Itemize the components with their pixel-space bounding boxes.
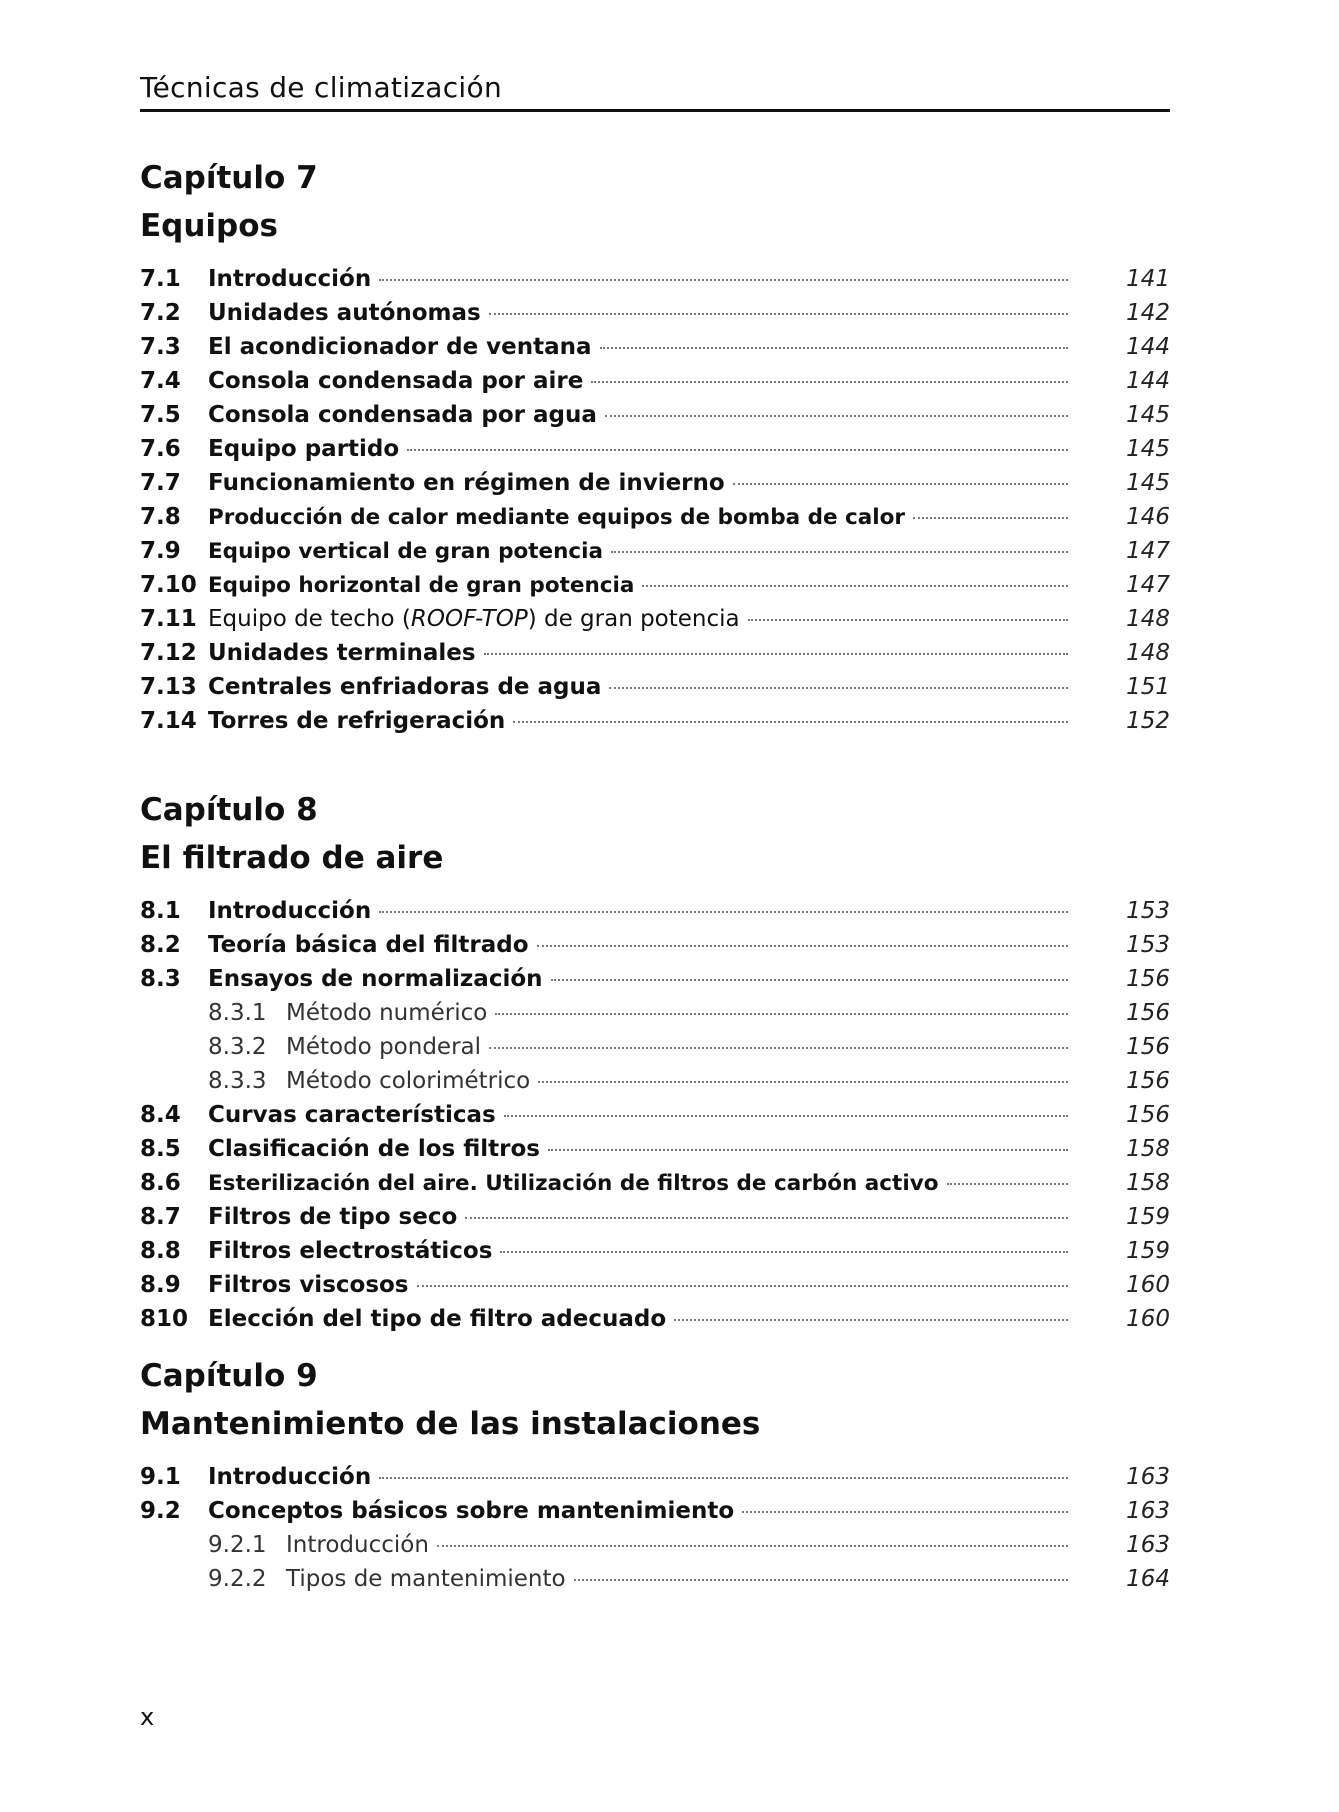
toc-entry-number: 9.2.2 <box>208 1566 267 1592</box>
toc-entry-title: Consola condensada por agua <box>208 402 597 428</box>
toc-entry-page: 144 <box>1126 368 1170 394</box>
toc-entry[interactable] <box>140 398 1170 432</box>
toc-entry-title: Elección del tipo de filtro adecuado <box>208 1306 667 1332</box>
dot-leader <box>674 1317 1068 1321</box>
toc-entry[interactable] <box>140 296 1170 330</box>
toc-entry-number: 8.3.3 <box>208 1068 267 1094</box>
toc-entry-number: 7.9 <box>140 538 181 564</box>
toc-entry[interactable] <box>140 534 1170 568</box>
toc-entry-page: 156 <box>1126 1102 1170 1128</box>
toc-entry-title: Equipo partido <box>208 436 400 462</box>
toc-entry-page: 146 <box>1126 504 1170 530</box>
dot-leader <box>484 651 1068 655</box>
toc-entry-title: Filtros viscosos <box>208 1272 409 1298</box>
toc-entry-page: 156 <box>1126 1034 1170 1060</box>
toc-entry-title: Unidades autónomas <box>208 300 481 326</box>
toc-entry[interactable] <box>140 1302 1170 1336</box>
toc-entry-number: 7.14 <box>140 708 197 734</box>
toc-entry-title: Esterilización del aire. Utilización de filtros de carbón activo <box>208 1171 939 1196</box>
toc-entry-number: 8.5 <box>140 1136 181 1162</box>
toc-subentry[interactable] <box>140 1562 1170 1596</box>
toc-entry-page: 142 <box>1126 300 1170 326</box>
dot-leader <box>504 1113 1068 1117</box>
toc-entry-page: 148 <box>1126 606 1170 632</box>
toc-entry[interactable] <box>140 670 1170 704</box>
toc-entry-title: Ensayos de normalización <box>208 966 543 992</box>
chapter-8-title: El filtrado de aire <box>140 840 444 876</box>
toc-entry-title: Torres de refrigeración <box>208 708 506 734</box>
toc-entry[interactable] <box>140 928 1170 962</box>
dot-leader <box>548 1147 1068 1151</box>
dot-leader <box>407 447 1068 451</box>
toc-entry-title <box>208 602 748 636</box>
dot-leader <box>609 685 1068 689</box>
toc-subentry[interactable] <box>140 1030 1170 1064</box>
toc-entry-title: Introducción <box>208 1464 372 1490</box>
toc-entry-number: 7.8 <box>140 504 181 530</box>
toc-entry[interactable] <box>140 894 1170 928</box>
dot-leader <box>605 413 1068 417</box>
toc-entry-number: 8.7 <box>140 1204 181 1230</box>
toc-entry-number: 8.3.1 <box>208 1000 267 1026</box>
toc-entry-number: 7.11 <box>140 606 197 632</box>
toc-entry-number: 9.2.1 <box>208 1532 267 1558</box>
dot-leader <box>742 1509 1068 1513</box>
toc-entry[interactable] <box>140 466 1170 500</box>
dot-leader <box>417 1283 1069 1287</box>
toc-entry-number: 7.3 <box>140 334 181 360</box>
toc-entry[interactable] <box>140 330 1170 364</box>
dot-leader <box>538 1079 1068 1083</box>
toc-entry-number: 7.7 <box>140 470 181 496</box>
dot-leader <box>437 1543 1068 1547</box>
toc-entry[interactable] <box>140 568 1170 602</box>
dot-leader <box>379 909 1068 913</box>
toc-entry-page: 145 <box>1126 402 1170 428</box>
chapter-7-title: Equipos <box>140 208 279 244</box>
toc-entry-title: Centrales enfriadoras de agua <box>208 674 602 700</box>
toc-entry-page: 164 <box>1126 1566 1170 1592</box>
toc-entry-number: 7.13 <box>140 674 197 700</box>
dot-leader <box>465 1215 1068 1219</box>
toc-entry[interactable] <box>140 962 1170 996</box>
dot-leader <box>913 515 1068 519</box>
toc-entry-number: 7.4 <box>140 368 181 394</box>
toc-entry-title: Introducción <box>208 266 372 292</box>
chapter-7-toc <box>140 262 1170 738</box>
dot-leader <box>733 481 1068 485</box>
dot-leader <box>748 617 1068 621</box>
toc-entry-number: 7.2 <box>140 300 181 326</box>
chapter-7-label: Capítulo 7 <box>140 160 318 196</box>
page-number: x <box>140 1703 155 1731</box>
toc-entry-page: 152 <box>1126 708 1170 734</box>
toc-entry-page: 156 <box>1126 1068 1170 1094</box>
toc-entry-number: 7.5 <box>140 402 181 428</box>
toc-entry-page: 147 <box>1126 572 1170 598</box>
toc-entry-number: 7.6 <box>140 436 181 462</box>
toc-entry-title: Filtros de tipo seco <box>208 1204 458 1230</box>
chapter-9-label: Capítulo 9 <box>140 1358 318 1394</box>
toc-entry-title: Introducción <box>208 898 372 924</box>
toc-entry-page: 151 <box>1126 674 1170 700</box>
toc-entry-number: 8.8 <box>140 1238 181 1264</box>
toc-entry-number: 9.2 <box>140 1498 181 1524</box>
toc-entry-number: 8.3.2 <box>208 1034 267 1060</box>
toc-entry-number: 7.1 <box>140 266 181 292</box>
toc-entry-title: Método ponderal <box>286 1034 482 1060</box>
toc-entry-title: Curvas características <box>208 1102 496 1128</box>
toc-entry-page: 163 <box>1126 1498 1170 1524</box>
dot-leader <box>489 311 1068 315</box>
toc-subentry[interactable] <box>140 1064 1170 1098</box>
chapter-9-toc <box>140 1460 1170 1596</box>
dot-leader <box>947 1181 1069 1185</box>
toc-entry[interactable] <box>140 1098 1170 1132</box>
toc-entry[interactable] <box>140 636 1170 670</box>
toc-entry[interactable] <box>140 1460 1170 1494</box>
toc-entry-title: Conceptos básicos sobre mantenimiento <box>208 1498 735 1524</box>
toc-entry-title-italic: ROOF-TOP <box>410 606 528 632</box>
chapter-8-toc <box>140 894 1170 1336</box>
toc-entry-title-post: ) de gran potencia <box>527 606 740 632</box>
toc-entry-number: 8.9 <box>140 1272 181 1298</box>
toc-entry-page: 160 <box>1126 1272 1170 1298</box>
toc-entry-title: Equipo horizontal de gran potencia <box>208 573 635 598</box>
toc-subentry[interactable] <box>140 1528 1170 1562</box>
toc-entry[interactable] <box>140 432 1170 466</box>
toc-entry-title: Equipo vertical de gran potencia <box>208 539 604 564</box>
toc-entry-page: 158 <box>1126 1170 1170 1196</box>
toc-entry-page: 163 <box>1126 1532 1170 1558</box>
toc-entry[interactable] <box>140 1132 1170 1166</box>
dot-leader <box>500 1249 1068 1253</box>
toc-entry-page: 144 <box>1126 334 1170 360</box>
toc-entry-title: Filtros electrostáticos <box>208 1238 493 1264</box>
toc-entry-page: 147 <box>1126 538 1170 564</box>
toc-entry-number: 8.6 <box>140 1170 181 1196</box>
dot-leader <box>513 719 1068 723</box>
toc-entry-page: 153 <box>1126 932 1170 958</box>
chapter-9-title: Mantenimiento de las instalaciones <box>140 1406 761 1442</box>
dot-leader <box>495 1011 1068 1015</box>
toc-entry-page: 148 <box>1126 640 1170 666</box>
toc-entry-number: 8.3 <box>140 966 181 992</box>
toc-entry-title-pre: Equipo de techo ( <box>208 606 411 632</box>
toc-entry-title: Teoría básica del filtrado <box>208 932 529 958</box>
toc-entry-title: Funcionamiento en régimen de invierno <box>208 470 725 496</box>
dot-leader <box>537 943 1068 947</box>
toc-entry-page: 158 <box>1126 1136 1170 1162</box>
chapter-8-label: Capítulo 8 <box>140 792 318 828</box>
toc-entry-number: 8.2 <box>140 932 181 958</box>
toc-entry[interactable] <box>140 1200 1170 1234</box>
toc-entry-page: 159 <box>1126 1238 1170 1264</box>
toc-entry-page: 163 <box>1126 1464 1170 1490</box>
running-header-title: Técnicas de climatización <box>140 71 502 104</box>
toc-entry-title: Tipos de mantenimiento <box>286 1566 566 1592</box>
toc-entry-title: Método colorimétrico <box>286 1068 531 1094</box>
toc-entry-title: Clasificación de los filtros <box>208 1136 540 1162</box>
dot-leader <box>379 277 1068 281</box>
dot-leader <box>600 345 1068 349</box>
toc-entry-page: 145 <box>1126 470 1170 496</box>
toc-entry-page: 153 <box>1126 898 1170 924</box>
dot-leader <box>611 549 1068 553</box>
toc-entry[interactable] <box>140 262 1170 296</box>
dot-leader <box>489 1045 1068 1049</box>
toc-entry-page: 145 <box>1126 436 1170 462</box>
toc-entry-page: 156 <box>1126 966 1170 992</box>
toc-entry-number: 8.1 <box>140 898 181 924</box>
toc-entry[interactable] <box>140 1268 1170 1302</box>
toc-entry[interactable] <box>140 500 1170 534</box>
toc-entry-title: Método numérico <box>286 1000 488 1026</box>
toc-entry-number: 9.1 <box>140 1464 181 1490</box>
dot-leader <box>379 1475 1068 1479</box>
toc-entry-title: Consola condensada por aire <box>208 368 584 394</box>
toc-entry-title: El acondicionador de ventana <box>208 334 592 360</box>
running-header <box>140 72 1170 112</box>
toc-entry-title: Producción de calor mediante equipos de bomba de calor <box>208 505 906 530</box>
toc-entry-number: 7.12 <box>140 640 197 666</box>
toc-entry-number: 8.4 <box>140 1102 181 1128</box>
toc-entry[interactable] <box>140 1234 1170 1268</box>
toc-entry-page: 159 <box>1126 1204 1170 1230</box>
toc-entry[interactable] <box>140 704 1170 738</box>
toc-entry-title: Unidades terminales <box>208 640 476 666</box>
toc-entry[interactable] <box>140 1166 1170 1200</box>
dot-leader <box>574 1577 1068 1581</box>
toc-entry-page: 156 <box>1126 1000 1170 1026</box>
toc-entry-page: 141 <box>1126 266 1170 292</box>
dot-leader <box>591 379 1068 383</box>
toc-entry[interactable] <box>140 364 1170 398</box>
toc-entry-title: Introducción <box>286 1532 429 1558</box>
toc-subentry[interactable] <box>140 996 1170 1030</box>
toc-entry[interactable] <box>140 602 1170 636</box>
toc-entry-page: 160 <box>1126 1306 1170 1332</box>
toc-entry-number: 7.10 <box>140 572 197 598</box>
dot-leader <box>642 583 1068 587</box>
toc-entry-number: 810 <box>140 1306 189 1332</box>
toc-entry[interactable] <box>140 1494 1170 1528</box>
dot-leader <box>551 977 1068 981</box>
